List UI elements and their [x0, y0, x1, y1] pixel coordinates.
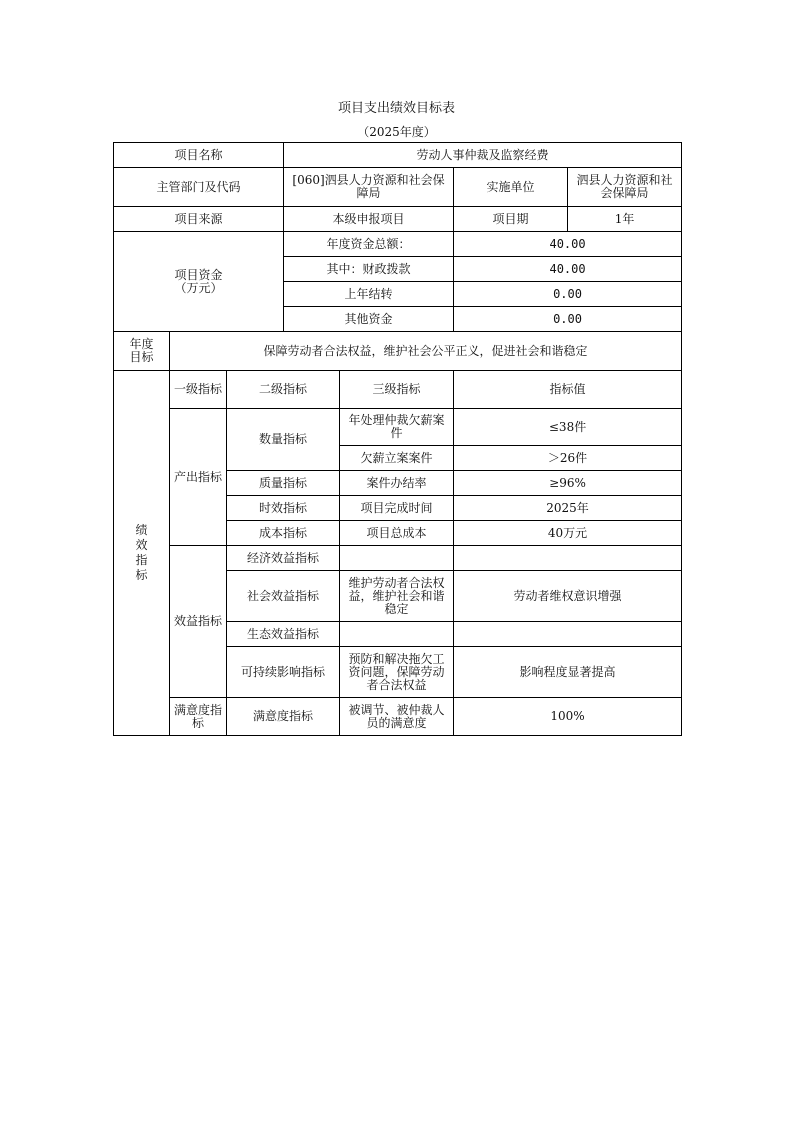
- quantity-item-1-name: 年处理仲裁欠薪案件: [340, 409, 454, 446]
- annual-goal-label-line1: 年度: [129, 337, 154, 351]
- indicators-section-label: [114, 371, 170, 736]
- funds-other-label: 其他资金: [284, 307, 454, 332]
- funds-total-value: 40.00: [454, 232, 682, 257]
- dept-value: [060]泗县人力资源和社会保障局: [284, 168, 454, 207]
- funds-other-value: 0.00: [454, 307, 682, 332]
- cost-value: 40万元: [454, 521, 682, 546]
- ecological-value: [454, 622, 682, 647]
- source-value: 本级申报项目: [284, 207, 454, 232]
- satisfaction-sublabel: 满意度指标: [227, 698, 340, 736]
- annual-goal-label: [114, 332, 170, 371]
- satisfaction-name: 被调节、被仲裁人员的满意度: [340, 698, 454, 736]
- row-satisfaction: [114, 698, 682, 736]
- header-value: 指标值: [454, 371, 682, 409]
- cost-label: 成本指标: [227, 521, 340, 546]
- funds-total-label: 年度资金总额：: [284, 232, 454, 257]
- social-value: 劳动者维权意识增强: [454, 571, 682, 622]
- quality-name: 案件办结率: [340, 471, 454, 496]
- header-level3: 三级指标: [340, 371, 454, 409]
- timeliness-value: 2025年: [454, 496, 682, 521]
- satisfaction-value: 100%: [454, 698, 682, 736]
- row-indicator-header: [114, 371, 682, 409]
- row-funds-total: [114, 232, 682, 257]
- ecological-name: [340, 622, 454, 647]
- economic-label: 经济效益指标: [227, 546, 340, 571]
- cost-name: 项目总成本: [340, 521, 454, 546]
- economic-name: [340, 546, 454, 571]
- page-subtitle: （2025年度）: [357, 125, 436, 139]
- period-value: 1年: [568, 207, 682, 232]
- output-label: 产出指标: [170, 409, 227, 546]
- project-name-label: 项目名称: [114, 143, 284, 168]
- impl-unit-label: 实施单位: [454, 168, 568, 207]
- quality-value: ≥96%: [454, 471, 682, 496]
- quantity-item-2-name: 欠薪立案案件: [340, 446, 454, 471]
- impl-unit-value: 泗县人力资源和社会保障局: [568, 168, 682, 207]
- social-name: 维护劳动者合法权益，维护社会和谐稳定: [340, 571, 454, 622]
- quantity-item-1-value: ≤38件: [454, 409, 682, 446]
- economic-value: [454, 546, 682, 571]
- period-label: 项目期: [454, 207, 568, 232]
- funds-label-line2: （万元）: [174, 280, 223, 295]
- row-source: [114, 207, 682, 232]
- header-level1: 一级指标: [170, 371, 227, 409]
- sustainable-name: 预防和解决拖欠工资问题，保障劳动者合法权益: [340, 647, 454, 698]
- row-benefit-economic: [114, 546, 682, 571]
- social-label: 社会效益指标: [227, 571, 340, 622]
- funds-fiscal-label: 其中：财政拨款: [284, 257, 454, 282]
- row-annual-goal: [114, 332, 682, 371]
- indicators-section-text: 绩效指标: [135, 523, 148, 582]
- performance-table: [113, 142, 682, 736]
- source-label: 项目来源: [114, 207, 284, 232]
- quantity-item-2-value: ＞26件: [454, 446, 682, 471]
- row-project-name: [114, 143, 682, 168]
- timeliness-label: 时效指标: [227, 496, 340, 521]
- dept-label: 主管部门及代码: [114, 168, 284, 207]
- satisfaction-label: 满意度指标: [170, 698, 227, 736]
- benefit-label: 效益指标: [170, 546, 227, 698]
- ecological-label: 生态效益指标: [227, 622, 340, 647]
- project-name-value: 劳动人事仲裁及监察经费: [284, 143, 682, 168]
- quality-label: 质量指标: [227, 471, 340, 496]
- row-output-quantity-1: [114, 409, 682, 446]
- funds-carryover-label: 上年结转: [284, 282, 454, 307]
- row-department: [114, 168, 682, 207]
- funds-carryover-value: 0.00: [454, 282, 682, 307]
- annual-goal-value: 保障劳动者合法权益，维护社会公平正义，促进社会和谐稳定: [170, 332, 682, 371]
- page-title: 项目支出绩效目标表: [337, 101, 455, 116]
- annual-goal-label-line2: 目标: [129, 350, 154, 364]
- sustainable-value: 影响程度显著提高: [454, 647, 682, 698]
- funds-label: [114, 232, 284, 332]
- funds-fiscal-value: 40.00: [454, 257, 682, 282]
- header-level2: 二级指标: [227, 371, 340, 409]
- timeliness-name: 项目完成时间: [340, 496, 454, 521]
- funds-label-line1: 项目资金: [174, 267, 223, 282]
- sustainable-label: 可持续影响指标: [227, 647, 340, 698]
- quantity-label: 数量指标: [227, 409, 340, 471]
